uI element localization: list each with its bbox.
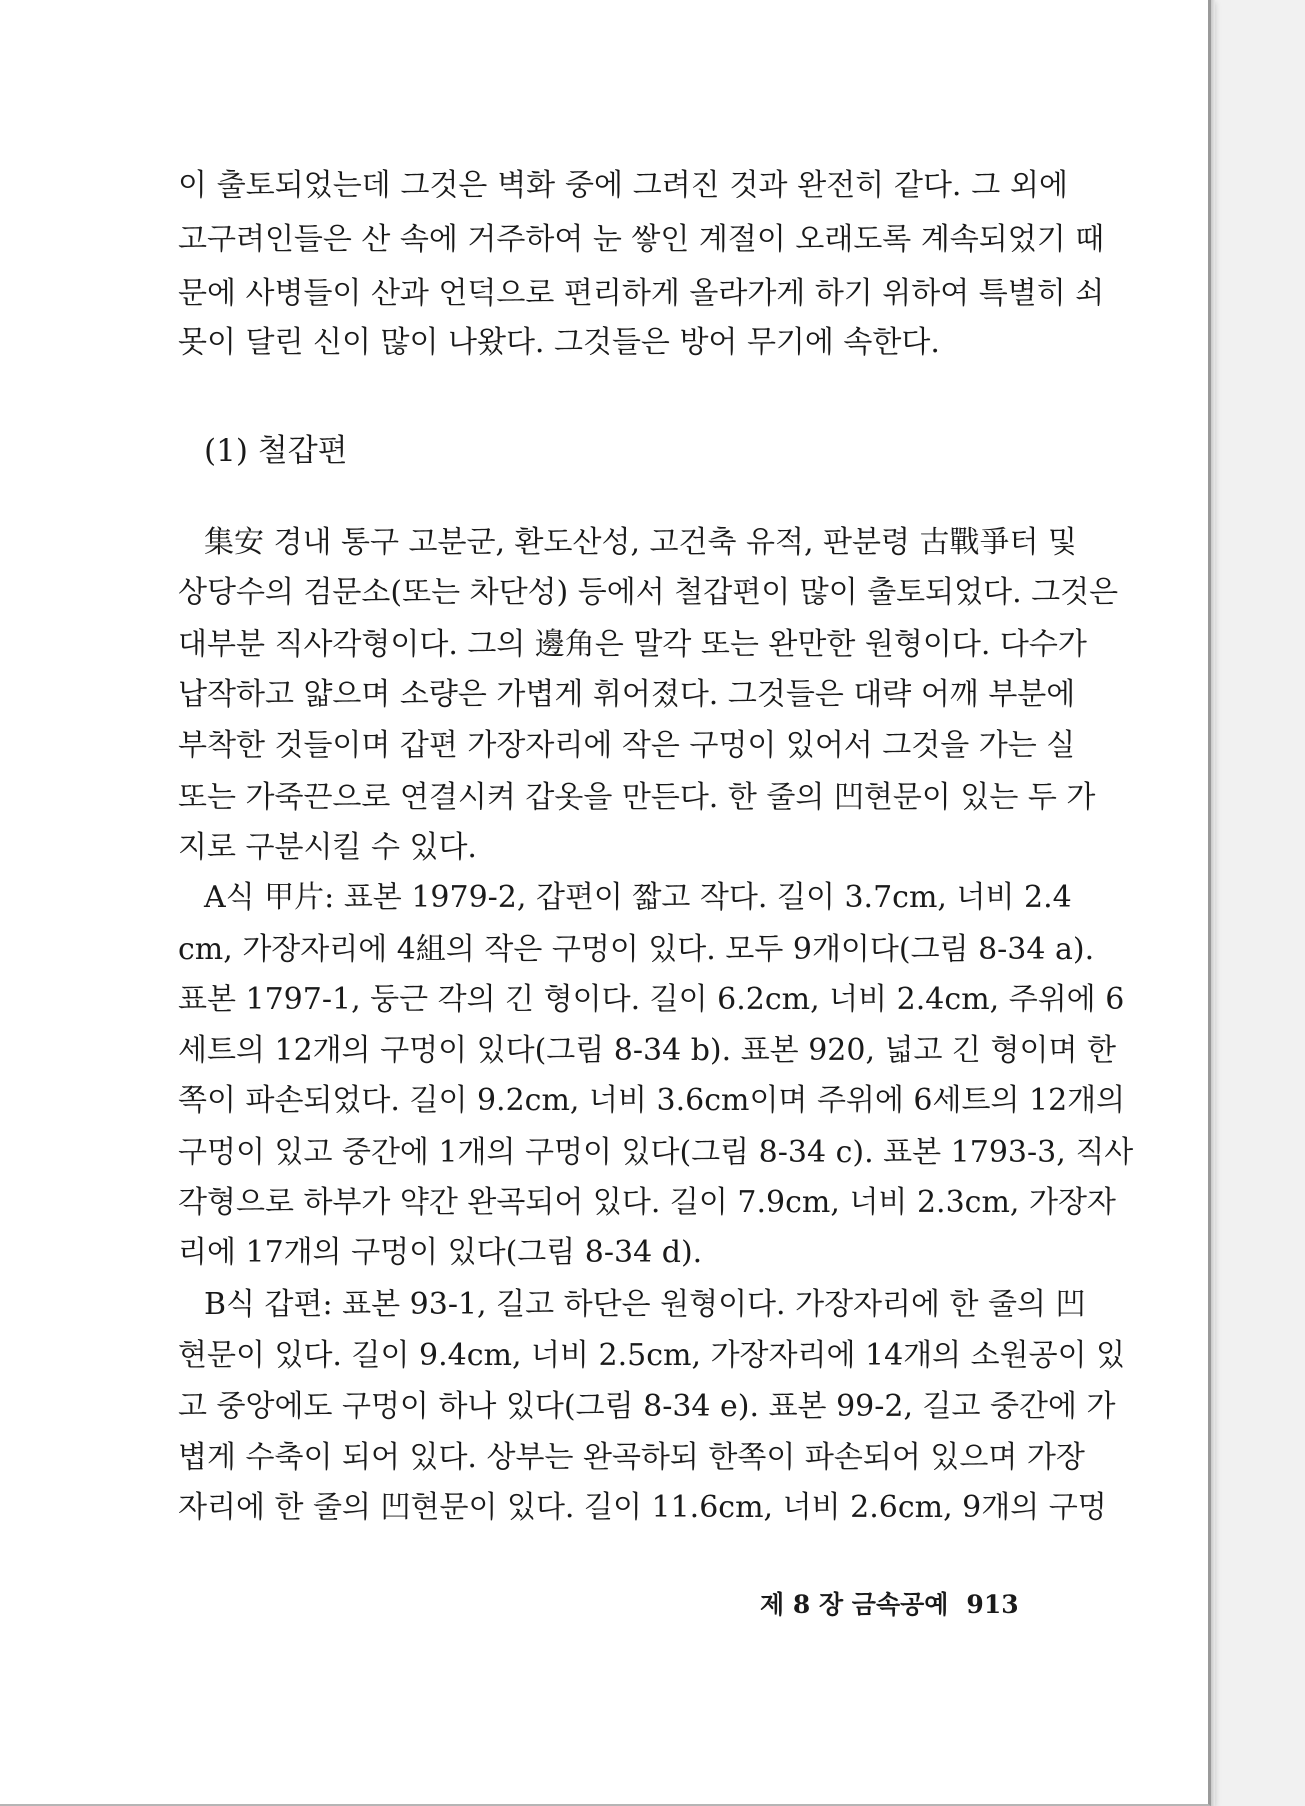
page-footer [760,1585,1019,1621]
text-line: 못이 달린 신이 많이 나왔다. 그것들은 방어 무기에 속한다. [178,325,940,360]
text-line: 이 출토되었는데 그것은 벽화 중에 그려진 것과 완전히 같다. 그 외에 [178,168,1068,203]
text-line: 대부분 직사각형이다. 그의 邊角은 말각 또는 완만한 원형이다. 다수가 [178,627,1087,662]
text-line: 자리에 한 줄의 凹현문이 있다. 길이 11.6cm, 너비 2.6cm, 9개의 구멍 [178,1490,1107,1525]
text-line: 고구려인들은 산 속에 거주하여 눈 쌓인 계절이 오래도록 계속되었기 때 [178,222,1105,257]
text-line: 쪽이 파손되었다. 길이 9.2cm, 너비 3.6cm이며 주위에 6세트의 12개의 [178,1083,1126,1118]
text-line: A식 甲片: 표본 1979-2, 갑편이 짧고 작다. 길이 3.7cm, 너비 2.4 [204,880,1072,915]
text-line: 상당수의 검문소(또는 차단성) 등에서 철갑편이 많이 출토되었다. 그것은 [178,575,1119,610]
text-line: 세트의 12개의 구멍이 있다(그림 8-34 b). 표본 920, 넓고 긴 형이며 한 [178,1033,1116,1068]
text-line: 지로 구분시킬 수 있다. [178,830,477,865]
text-line: 각형으로 하부가 약간 완곡되어 있다. 길이 7.9cm, 너비 2.3cm, 가장자 [178,1185,1116,1220]
text-line: 표본 1797-1, 둥근 각의 긴 형이다. 길이 6.2cm, 너비 2.4cm, 주위에 6 [178,982,1125,1017]
text-line: 볍게 수축이 되어 있다. 상부는 완곡하되 한쪽이 파손되어 있으며 가장 [178,1440,1085,1475]
text-line: B식 갑편: 표본 93-1, 길고 하단은 원형이다. 가장자리에 한 줄의 凹 [204,1287,1086,1322]
text-line: 또는 가죽끈으로 연결시켜 갑옷을 만든다. 한 줄의 凹현문이 있는 두 가 [178,780,1096,815]
text-line: 현문이 있다. 길이 9.4cm, 너비 2.5cm, 가장자리에 14개의 소원공이 있 [178,1338,1126,1373]
section-heading: (1) 철갑편 [204,433,348,469]
page-edge [1211,0,1215,1806]
chapter-title: 제 8 장 금속공예 [760,1590,949,1619]
text-line: 고 중앙에도 구멍이 하나 있다(그림 8-34 e). 표본 99-2, 길고 중간에 가 [178,1389,1116,1424]
text-line: cm, 가장자리에 4組의 작은 구멍이 있다. 모두 9개이다(그림 8-34 a). [178,932,1095,967]
text-line: 문에 사병들이 산과 언덕으로 편리하게 올라가게 하기 위하여 특별히 쇠 [178,276,1105,311]
text-line: 리에 17개의 구멍이 있다(그림 8-34 d). [178,1235,703,1270]
text-line: 集安 경내 통구 고분군, 환도산성, 고건축 유적, 판분령 古戰爭터 및 [204,525,1078,560]
text-line: 구멍이 있고 중간에 1개의 구멍이 있다(그림 8-34 c). 표본 1793-3, 직사 [178,1135,1134,1170]
text-line: 부착한 것들이며 갑편 가장자리에 작은 구멍이 있어서 그것을 가는 실 [178,728,1076,763]
page-number: 913 [966,1590,1019,1619]
text-line: 납작하고 얇으며 소량은 가볍게 휘어졌다. 그것들은 대략 어깨 부분에 [178,677,1076,712]
